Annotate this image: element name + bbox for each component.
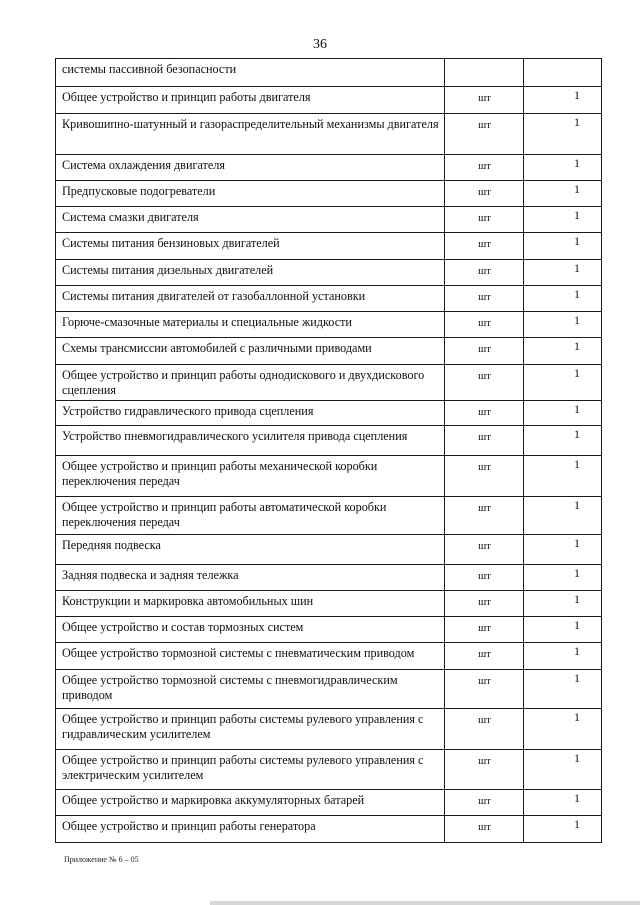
item-name-cell: Системы питания бензиновых двигателей — [56, 233, 445, 260]
item-name-cell: Система охлаждения двигателя — [56, 155, 445, 181]
table-row — [56, 59, 602, 87]
table-row — [56, 790, 602, 816]
table-row — [56, 456, 602, 497]
item-name-cell: Конструкции и маркировка автомобильных шин — [56, 591, 445, 617]
item-name-cell: Системы питания дизельных двигателей — [56, 260, 445, 286]
unit-cell: шт — [445, 312, 524, 338]
item-name-cell: Общее устройство и принцип работы системы рулевого управления с электрическим усилителем — [56, 750, 445, 790]
quantity-cell: 1 — [524, 497, 602, 535]
table-row — [56, 338, 602, 365]
quantity-cell: 1 — [524, 338, 602, 365]
item-name-cell: Передняя подвеска — [56, 535, 445, 565]
unit-cell: шт — [445, 207, 524, 233]
table-row — [56, 114, 602, 155]
unit-cell: шт — [445, 401, 524, 426]
quantity-cell: 1 — [524, 617, 602, 643]
item-name-cell: Устройство пневмогидравлического усилителя привода сцепления — [56, 426, 445, 456]
item-name-cell: Общее устройство и маркировка аккумуляторных батарей — [56, 790, 445, 816]
item-name-cell: Общее устройство и принцип работы двигателя — [56, 87, 445, 114]
quantity-cell: 1 — [524, 709, 602, 750]
item-name-cell: Устройство гидравлического привода сцепления — [56, 401, 445, 426]
table-row — [56, 426, 602, 456]
table-row — [56, 535, 602, 565]
quantity-cell: 1 — [524, 750, 602, 790]
item-name-cell: Схемы трансмиссии автомобилей с различными приводами — [56, 338, 445, 365]
item-name-cell: Задняя подвеска и задняя тележка — [56, 565, 445, 591]
table-row — [56, 286, 602, 312]
quantity-cell: 1 — [524, 790, 602, 816]
quantity-cell: 1 — [524, 670, 602, 709]
unit-cell: шт — [445, 233, 524, 260]
quantity-cell: 1 — [524, 535, 602, 565]
item-name-cell: Системы питания двигателей от газобаллонной установки — [56, 286, 445, 312]
item-name-cell: системы пассивной безопасности — [56, 59, 445, 87]
unit-cell: шт — [445, 155, 524, 181]
quantity-cell: 1 — [524, 286, 602, 312]
quantity-cell: 1 — [524, 643, 602, 670]
page-number: 36 — [313, 37, 327, 52]
unit-cell: шт — [445, 617, 524, 643]
item-name-cell: Общее устройство тормозной системы с пневматическим приводом — [56, 643, 445, 670]
item-name-cell: Система смазки двигателя — [56, 207, 445, 233]
table-body — [56, 59, 602, 843]
quantity-cell: 1 — [524, 456, 602, 497]
item-name-cell: Общее устройство тормозной системы с пневмогидравлическим приводом — [56, 670, 445, 709]
table-row — [56, 750, 602, 790]
unit-cell: шт — [445, 114, 524, 155]
quantity-cell: 1 — [524, 591, 602, 617]
item-name-cell: Общее устройство и принцип работы механической коробки переключения передач — [56, 456, 445, 497]
unit-cell: шт — [445, 816, 524, 843]
table-row — [56, 497, 602, 535]
quantity-cell: 1 — [524, 207, 602, 233]
table-row — [56, 565, 602, 591]
unit-cell: шт — [445, 565, 524, 591]
unit-cell: шт — [445, 286, 524, 312]
unit-cell: шт — [445, 790, 524, 816]
unit-cell: шт — [445, 426, 524, 456]
quantity-cell: 1 — [524, 114, 602, 155]
table-row — [56, 207, 602, 233]
quantity-cell: 1 — [524, 233, 602, 260]
unit-cell: шт — [445, 591, 524, 617]
table-row — [56, 312, 602, 338]
item-name-cell: Предпусковые подогреватели — [56, 181, 445, 207]
table-row — [56, 670, 602, 709]
quantity-cell: 1 — [524, 155, 602, 181]
table-row — [56, 365, 602, 401]
table-row — [56, 816, 602, 843]
table-row — [56, 87, 602, 114]
table-row — [56, 709, 602, 750]
unit-cell: шт — [445, 643, 524, 670]
table-row — [56, 233, 602, 260]
table-row — [56, 591, 602, 617]
table-row — [56, 260, 602, 286]
unit-cell: шт — [445, 338, 524, 365]
quantity-cell: 1 — [524, 181, 602, 207]
quantity-cell: 1 — [524, 426, 602, 456]
unit-cell: шт — [445, 497, 524, 535]
quantity-cell — [524, 59, 602, 87]
unit-cell: шт — [445, 260, 524, 286]
table-row — [56, 155, 602, 181]
item-name-cell: Кривошипно-шатунный и газораспределительный механизмы двигателя — [56, 114, 445, 155]
unit-cell: шт — [445, 670, 524, 709]
unit-cell: шт — [445, 535, 524, 565]
table-row — [56, 617, 602, 643]
quantity-cell: 1 — [524, 365, 602, 401]
quantity-cell: 1 — [524, 312, 602, 338]
table-row — [56, 401, 602, 426]
item-name-cell: Общее устройство и состав тормозных систем — [56, 617, 445, 643]
unit-cell: шт — [445, 365, 524, 401]
equipment-table — [55, 58, 602, 843]
unit-cell — [445, 59, 524, 87]
unit-cell: шт — [445, 709, 524, 750]
item-name-cell: Общее устройство и принцип работы однодискового и двухдискового сцепления — [56, 365, 445, 401]
quantity-cell: 1 — [524, 401, 602, 426]
quantity-cell: 1 — [524, 87, 602, 114]
table-row — [56, 181, 602, 207]
quantity-cell: 1 — [524, 816, 602, 843]
unit-cell: шт — [445, 181, 524, 207]
quantity-cell: 1 — [524, 565, 602, 591]
table-row — [56, 643, 602, 670]
unit-cell: шт — [445, 750, 524, 790]
item-name-cell: Общее устройство и принцип работы системы рулевого управления с гидравлическим усилителем — [56, 709, 445, 750]
unit-cell: шт — [445, 87, 524, 114]
quantity-cell: 1 — [524, 260, 602, 286]
footer-note: Приложение № 6 – 05 — [64, 855, 139, 864]
scan-edge-mark — [210, 901, 640, 905]
item-name-cell: Общее устройство и принцип работы автоматической коробки переключения передач — [56, 497, 445, 535]
item-name-cell: Общее устройство и принцип работы генератора — [56, 816, 445, 843]
item-name-cell: Горюче-смазочные материалы и специальные жидкости — [56, 312, 445, 338]
unit-cell: шт — [445, 456, 524, 497]
